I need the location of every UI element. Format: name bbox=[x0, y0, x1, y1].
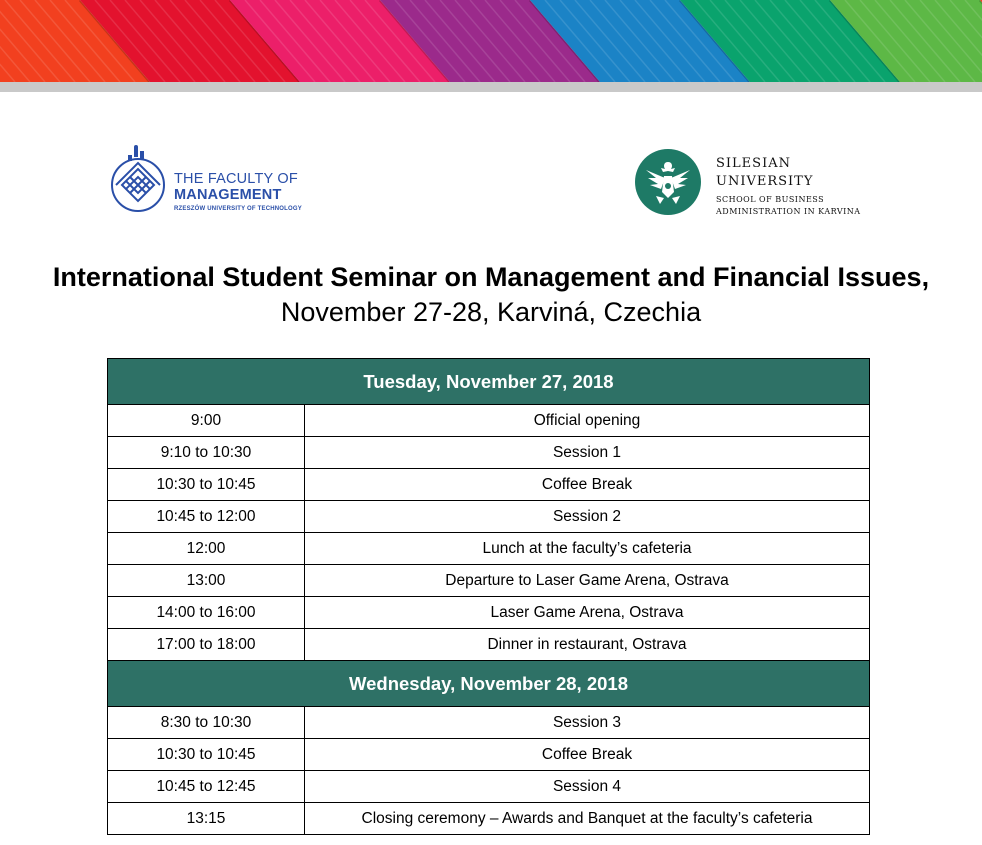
color-ribbon-banner bbox=[0, 0, 982, 92]
time-cell: 13:00 bbox=[108, 565, 305, 597]
schedule-row bbox=[108, 533, 870, 565]
logo-right-line4: ADMINISTRATION IN KARVINA bbox=[716, 207, 861, 216]
banner-shadow bbox=[0, 82, 982, 92]
event-cell: Coffee Break bbox=[305, 739, 870, 771]
time-cell: 14:00 to 16:00 bbox=[108, 597, 305, 629]
event-cell: Session 4 bbox=[305, 771, 870, 803]
event-cell: Lunch at the faculty’s cafeteria bbox=[305, 533, 870, 565]
schedule-row bbox=[108, 437, 870, 469]
event-cell: Dinner in restaurant, Ostrava bbox=[305, 629, 870, 661]
time-cell: 13:15 bbox=[108, 803, 305, 835]
schedule-row bbox=[108, 469, 870, 501]
logo-right-line2: UNIVERSITY bbox=[716, 174, 814, 189]
silesian-university-logo bbox=[634, 148, 894, 218]
event-cell: Departure to Laser Game Arena, Ostrava bbox=[305, 565, 870, 597]
logo-left-line1: THE FACULTY OF bbox=[174, 171, 298, 187]
event-cell: Official opening bbox=[305, 405, 870, 437]
day-header-row bbox=[108, 359, 870, 405]
schedule-row bbox=[108, 405, 870, 437]
schedule-table bbox=[107, 358, 870, 835]
faculty-of-management-logo bbox=[110, 145, 310, 217]
schedule-row bbox=[108, 629, 870, 661]
time-cell: 17:00 to 18:00 bbox=[108, 629, 305, 661]
time-cell: 9:00 bbox=[108, 405, 305, 437]
schedule-row bbox=[108, 501, 870, 533]
time-cell: 8:30 to 10:30 bbox=[108, 707, 305, 739]
seminar-title: International Student Seminar on Management and Financial Issues, bbox=[52, 262, 930, 292]
day-heading: Tuesday, November 27, 2018 bbox=[108, 359, 870, 405]
seminar-subtitle: November 27-28, Karviná, Czechia bbox=[280, 297, 702, 327]
ribbon-graphic bbox=[0, 0, 982, 92]
eagle-seal-icon bbox=[634, 148, 702, 216]
logo-right-line3: SCHOOL OF BUSINESS bbox=[716, 195, 825, 204]
time-cell: 10:30 to 10:45 bbox=[108, 739, 305, 771]
schedule-row bbox=[108, 597, 870, 629]
event-cell: Closing ceremony – Awards and Banquet at the faculty’s cafeteria bbox=[305, 803, 870, 835]
schedule-row bbox=[108, 565, 870, 597]
schedule-body bbox=[108, 359, 870, 835]
faculty-emblem-icon bbox=[110, 145, 168, 215]
logo-right-line1: SILESIAN bbox=[716, 156, 791, 171]
time-cell: 10:45 to 12:00 bbox=[108, 501, 305, 533]
logo-left-line3: RZESZÓW UNIVERSITY OF TECHNOLOGY bbox=[174, 206, 302, 212]
event-cell: Coffee Break bbox=[305, 469, 870, 501]
event-cell: Session 1 bbox=[305, 437, 870, 469]
day-heading: Wednesday, November 28, 2018 bbox=[108, 661, 870, 707]
time-cell: 9:10 to 10:30 bbox=[108, 437, 305, 469]
time-cell: 10:45 to 12:45 bbox=[108, 771, 305, 803]
event-cell: Session 2 bbox=[305, 501, 870, 533]
event-cell: Session 3 bbox=[305, 707, 870, 739]
schedule-row bbox=[108, 803, 870, 835]
logo-left-line2: MANAGEMENT bbox=[174, 187, 282, 203]
day-header-row bbox=[108, 661, 870, 707]
schedule-row bbox=[108, 739, 870, 771]
schedule-row bbox=[108, 771, 870, 803]
schedule-row bbox=[108, 707, 870, 739]
time-cell: 12:00 bbox=[108, 533, 305, 565]
time-cell: 10:30 to 10:45 bbox=[108, 469, 305, 501]
event-cell: Laser Game Arena, Ostrava bbox=[305, 597, 870, 629]
